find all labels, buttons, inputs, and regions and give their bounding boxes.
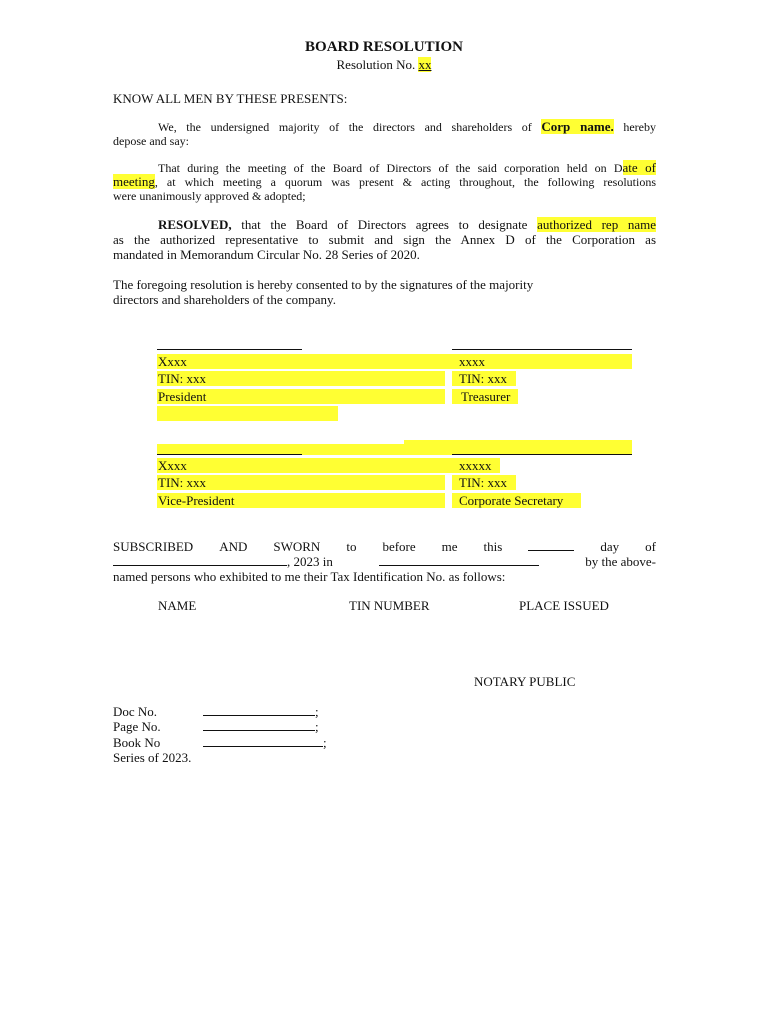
para3-line1 (113, 217, 656, 232)
sworn-line1 (113, 539, 656, 554)
vice-president-name: Xxxx (158, 458, 187, 473)
signature-line-treasurer (452, 349, 632, 350)
sworn-word-subscribed: SUBSCRIBED (113, 539, 194, 554)
footer-doc-blank-group (203, 704, 319, 719)
sworn-word-and: AND (219, 539, 248, 554)
doc-no-term: ; (315, 704, 319, 719)
paragraph-resolved (113, 217, 656, 262)
sworn-place-blank (379, 554, 539, 566)
sworn-year-text: , 2023 in (287, 554, 333, 569)
president-title: President (158, 389, 207, 404)
footer-page-no (113, 719, 161, 734)
secretary-title: Corporate Secretary (459, 493, 564, 508)
para1-tail: hereby (613, 120, 656, 134)
opening-line: KNOW ALL MEN BY THESE PRESENTS: (113, 91, 348, 106)
sworn-word-to: to (346, 539, 357, 554)
page-no-label: Page No. (113, 719, 161, 734)
sworn-word-this: this (483, 539, 503, 554)
sworn-by-the: by the above- (585, 554, 656, 569)
sworn-word-me: me (441, 539, 458, 554)
sworn-date-blank (113, 554, 287, 566)
page-no-blank (203, 719, 315, 731)
book-no-label: Book No (113, 735, 161, 750)
page-no-term: ; (315, 719, 319, 734)
authorized-rep-field: authorized rep name (537, 217, 656, 232)
footer-doc-no (113, 704, 157, 719)
sworn-day-blank (528, 539, 574, 551)
para1-line1 (113, 120, 656, 134)
sworn-word-before: before (382, 539, 416, 554)
book-no-term: ; (323, 735, 327, 750)
highlight-row-names-1 (157, 354, 632, 369)
para3-lead: that the Board of Directors agrees to designate (231, 217, 538, 232)
president-tin: TIN: xxx (158, 371, 207, 386)
paragraph-meeting (113, 161, 656, 203)
highlight-row-names-2 (157, 458, 500, 473)
sworn-word-day: day (600, 539, 620, 554)
sworn-line3: named persons who exhibited to me their Tax Identification No. as follows: (113, 569, 506, 584)
footer-page-blank-group (203, 719, 319, 734)
doc-no-blank (203, 704, 315, 716)
paragraph-consent (113, 277, 533, 307)
resolution-number: xx (418, 57, 432, 72)
signature-line-secretary (452, 454, 632, 455)
signature-line-vice-president (157, 454, 302, 455)
secretary-tin: TIN: xxx (459, 475, 508, 490)
para1-line2: depose and say: (113, 134, 189, 148)
vice-president-title: Vice-President (158, 493, 235, 508)
para4-line2: directors and shareholders of the company. (113, 292, 336, 307)
meeting-date-field-a: ate of (622, 160, 657, 175)
secretary-name: xxxxx (459, 458, 492, 473)
para2-lead: That during the meeting of the Board of Directors of the said corporation held on D (158, 161, 623, 175)
footer-book-no (113, 735, 160, 750)
book-no-blank (203, 735, 323, 747)
para3-line2: as the authorized representative to submit and sign the Annex D of the Corporation as (113, 232, 656, 247)
sworn-date-group (113, 554, 333, 569)
column-tin-number: TIN NUMBER (349, 598, 430, 613)
column-place-issued: PLACE ISSUED (519, 598, 609, 613)
document-title: BOARD RESOLUTION (305, 39, 463, 55)
treasurer-tin: TIN: xxx (459, 371, 508, 386)
highlight-blank-bar (157, 406, 338, 421)
treasurer-name: xxxx (459, 354, 485, 369)
meeting-date-field-b: meeting (113, 174, 155, 189)
sworn-word-of: of (645, 539, 656, 554)
column-name: NAME (158, 598, 197, 613)
resolved-label: RESOLVED, (158, 217, 232, 232)
signature-line-president (157, 349, 302, 350)
paragraph-undersigned (113, 120, 656, 148)
footer-series: Series of 2023. (113, 750, 192, 765)
para2-line2 (113, 175, 656, 189)
para2-tail: , at which meeting a quorum was present & acting throughout, the following resolutions (154, 175, 656, 189)
resolution-prefix: Resolution No. (336, 57, 419, 72)
treasurer-title: Treasurer (461, 389, 511, 404)
paragraph-sworn (113, 539, 656, 584)
para4-line1: The foregoing resolution is hereby consented to by the signatures of the majority (113, 277, 534, 292)
president-name: Xxxx (158, 354, 187, 369)
sworn-line2 (113, 554, 656, 569)
sworn-word-sworn: SWORN (273, 539, 321, 554)
footer-book-blank-group (203, 735, 327, 750)
para3-line3: mandated in Memorandum Circular No. 28 Series of 2020. (113, 247, 420, 262)
para2-line1 (113, 161, 656, 175)
notary-public-label: NOTARY PUBLIC (474, 674, 576, 689)
corp-name-field: Corp name. (541, 119, 614, 134)
para2-line3: were unanimously approved & adopted; (113, 189, 306, 203)
vice-president-tin: TIN: xxx (158, 475, 207, 490)
doc-no-label: Doc No. (113, 704, 158, 719)
para1-lead: We, the undersigned majority of the directors and shareholders of (158, 120, 542, 134)
resolution-number-line (0, 57, 768, 73)
